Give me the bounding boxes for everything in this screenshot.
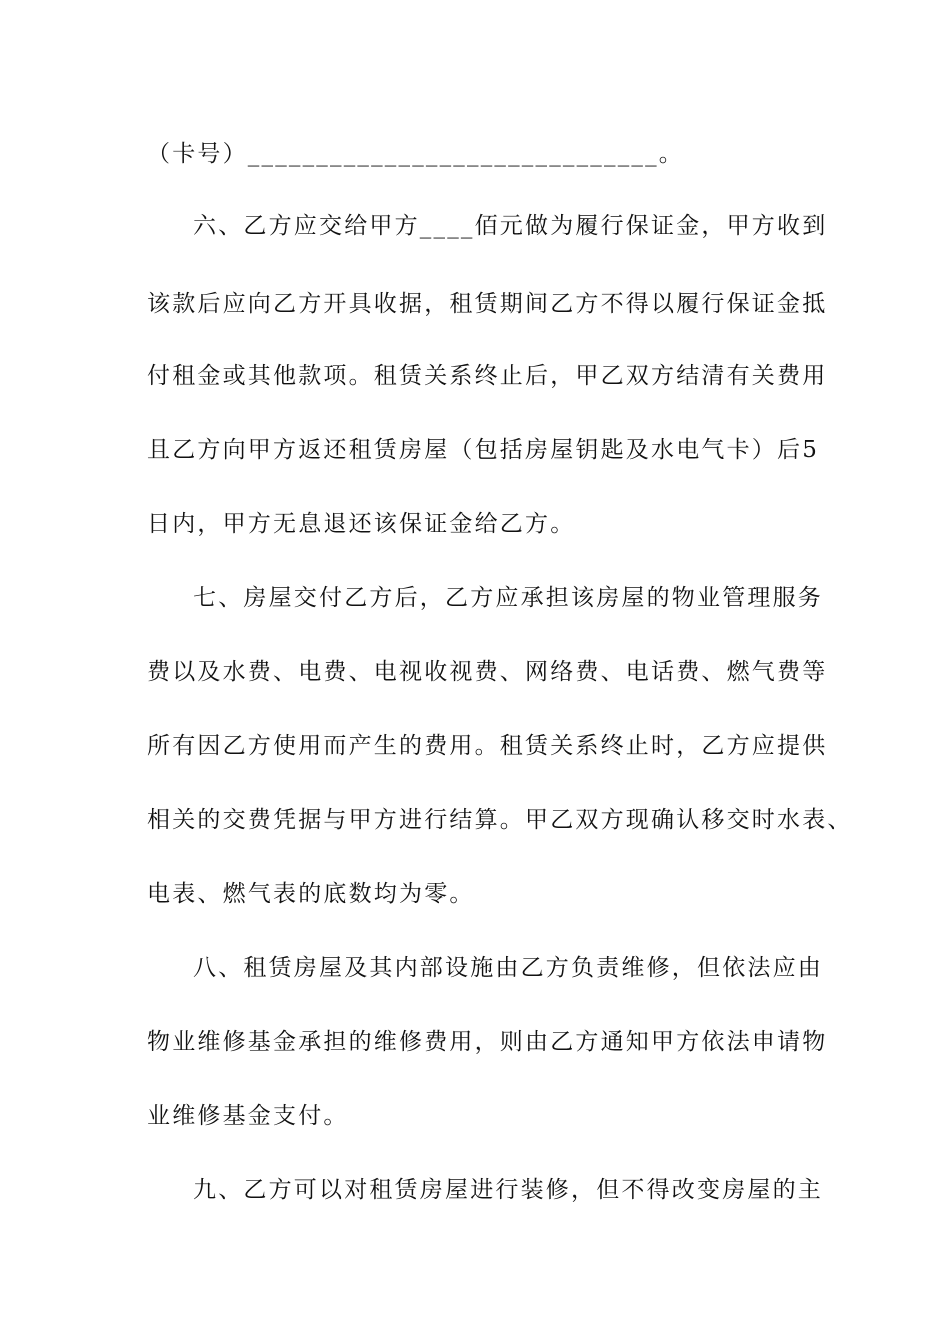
card-number-line: （卡号）______________________________。 xyxy=(147,141,684,167)
clause-7-line-2: 费以及水费、电费、电视收视费、网络费、电话费、燃气费等 xyxy=(147,659,828,685)
clause-6-line-3: 付租金或其他款项。租赁关系终止后，甲乙双方结清有关费用 xyxy=(147,363,828,389)
clause-7-line-4: 相关的交费凭据与甲方进行结算。甲乙双方现确认移交时水表、 xyxy=(147,807,853,833)
clause-6-line-2: 该款后应向乙方开具收据，租赁期间乙方不得以履行保证金抵 xyxy=(147,291,828,317)
clause-8-line-2: 物业维修基金承担的维修费用，则由乙方通知甲方依法申请物 xyxy=(147,1029,828,1055)
clause-6-line-1: 六、乙方应交给甲方____佰元做为履行保证金，甲方收到 xyxy=(193,213,828,239)
clause-7-line-1: 七、房屋交付乙方后，乙方应承担该房屋的物业管理服务 xyxy=(193,585,823,611)
clause-9-line-1: 九、乙方可以对租赁房屋进行装修，但不得改变房屋的主 xyxy=(193,1177,823,1203)
clause-6-line-4: 且乙方向甲方返还租赁房屋（包括房屋钥匙及水电气卡）后5 xyxy=(147,437,820,463)
clause-6-line-5: 日内，甲方无息退还该保证金给乙方。 xyxy=(147,511,576,537)
clause-7-line-5: 电表、燃气表的底数均为零。 xyxy=(147,881,475,907)
clause-7-line-3: 所有因乙方使用而产生的费用。租赁关系终止时，乙方应提供 xyxy=(147,733,828,759)
clause-8-line-3: 业维修基金支付。 xyxy=(147,1103,349,1129)
clause-8-line-1: 八、租赁房屋及其内部设施由乙方负责维修，但依法应由 xyxy=(193,955,823,981)
